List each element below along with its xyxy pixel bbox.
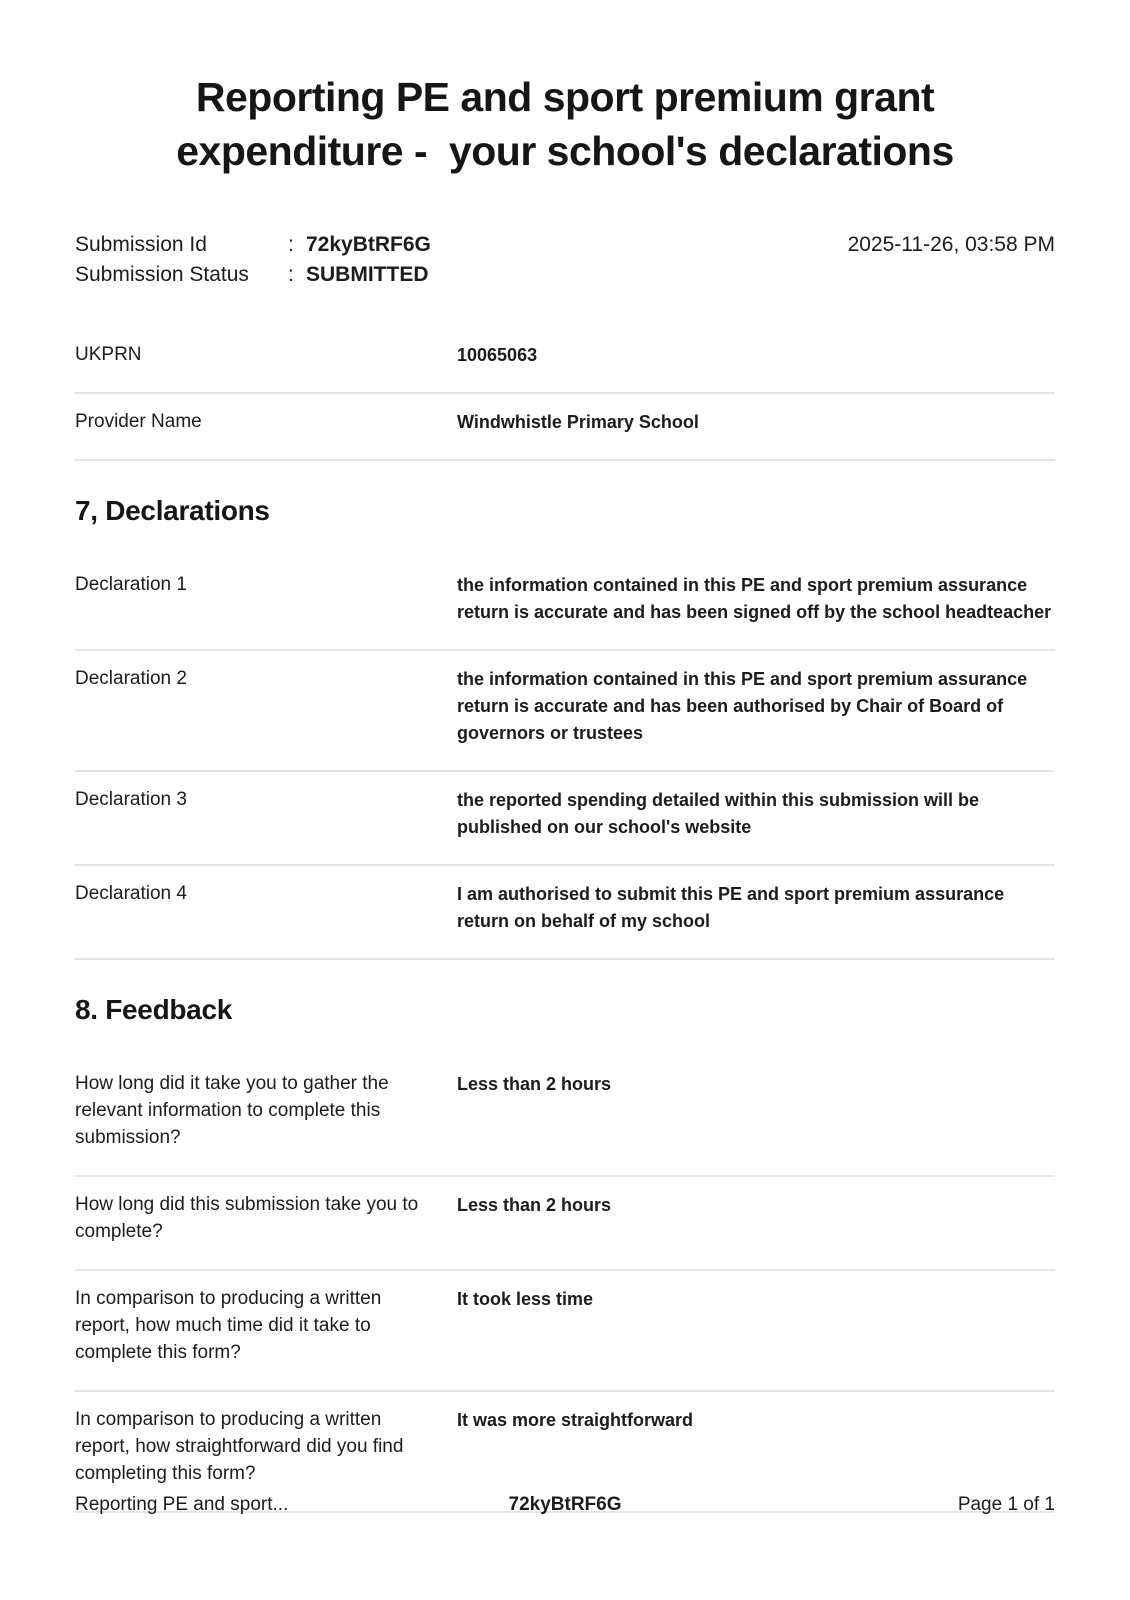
table-row-ukprn: [75, 327, 1055, 394]
row-value: the reported spending detailed within this submission will be published on our school's website: [457, 790, 980, 837]
table-row-declaration-4: [75, 866, 1055, 960]
submission-meta-rows: [75, 230, 431, 289]
submission-id-label: Submission Id: [75, 233, 207, 257]
table-row-feedback-3: [75, 1271, 1055, 1392]
row-value: the information contained in this PE and sport premium assurance return is accurate and has been signed off by the school headteacher: [457, 575, 1052, 622]
table-row-provider-name: [75, 394, 1055, 461]
row-label: Declaration 1: [75, 574, 187, 595]
row-value: Windwhistle Primary School: [457, 412, 699, 432]
declarations-table: [75, 557, 1055, 960]
table-row-declaration-3: [75, 772, 1055, 866]
footer-page-number: Page 1 of 1: [957, 1494, 1056, 1515]
provider-table: [75, 327, 1055, 461]
submission-status-colon: :: [288, 262, 294, 286]
page-title: [75, 70, 1055, 178]
submission-status-value: SUBMITTED: [306, 262, 429, 286]
table-row-declaration-2: [75, 651, 1055, 772]
feedback-table: [75, 1056, 1055, 1513]
table-row-feedback-2: [75, 1177, 1055, 1271]
section-heading-declarations: 7, Declarations: [75, 495, 270, 526]
page-title-line-1: Reporting PE and sport premium grant: [195, 74, 935, 120]
section-heading-feedback: 8. Feedback: [75, 994, 233, 1025]
page-title-line-2: expenditure - your school's declarations: [176, 128, 954, 175]
footer-document-name: Reporting PE and sport...: [75, 1494, 289, 1515]
row-value: I am authorised to submit this PE and sport premium assurance return on behalf of my school: [457, 884, 1005, 931]
row-value: Less than 2 hours: [457, 1074, 612, 1094]
row-label: Declaration 3: [75, 789, 187, 810]
row-value: the information contained in this PE and sport premium assurance return is accurate and has been authorised by Chair of Board of governors or trustees: [457, 669, 1028, 743]
table-row-declaration-1: [75, 557, 1055, 651]
document-content: [75, 0, 1055, 1513]
row-label: Declaration 2: [75, 668, 187, 689]
row-value: It was more straightforward: [457, 1409, 694, 1430]
submission-id-value: 72kyBtRF6G: [306, 233, 431, 257]
footer-submission-id: 72kyBtRF6G: [508, 1494, 622, 1515]
row-label: In comparison to producing a written report, how much time did it take to complete this form?: [75, 1287, 382, 1363]
row-value: Less than 2 hours: [457, 1194, 612, 1215]
row-label: How long did this submission take you to complete?: [75, 1193, 419, 1242]
row-label: How long did it take you to gather the relevant information to complete this submission?: [75, 1073, 389, 1148]
table-row-feedback-1: [75, 1056, 1055, 1177]
row-label: Declaration 4: [75, 883, 187, 904]
submission-status-label: Submission Status: [75, 262, 249, 286]
submission-id-row: [75, 230, 431, 259]
row-label: UKPRN: [75, 344, 142, 365]
row-label: In comparison to producing a written report, how straightforward did you find completing this form?: [75, 1408, 404, 1484]
page-footer: [75, 1494, 1055, 1516]
submission-id-colon: :: [288, 233, 294, 257]
submission-meta: [75, 230, 1055, 289]
row-value: It took less time: [457, 1288, 594, 1309]
submission-status-row: [75, 260, 431, 289]
row-label: Provider Name: [75, 411, 202, 432]
submission-timestamp: 2025-11-26, 03:58 PM: [847, 233, 1055, 257]
row-value: 10065063: [457, 345, 538, 365]
